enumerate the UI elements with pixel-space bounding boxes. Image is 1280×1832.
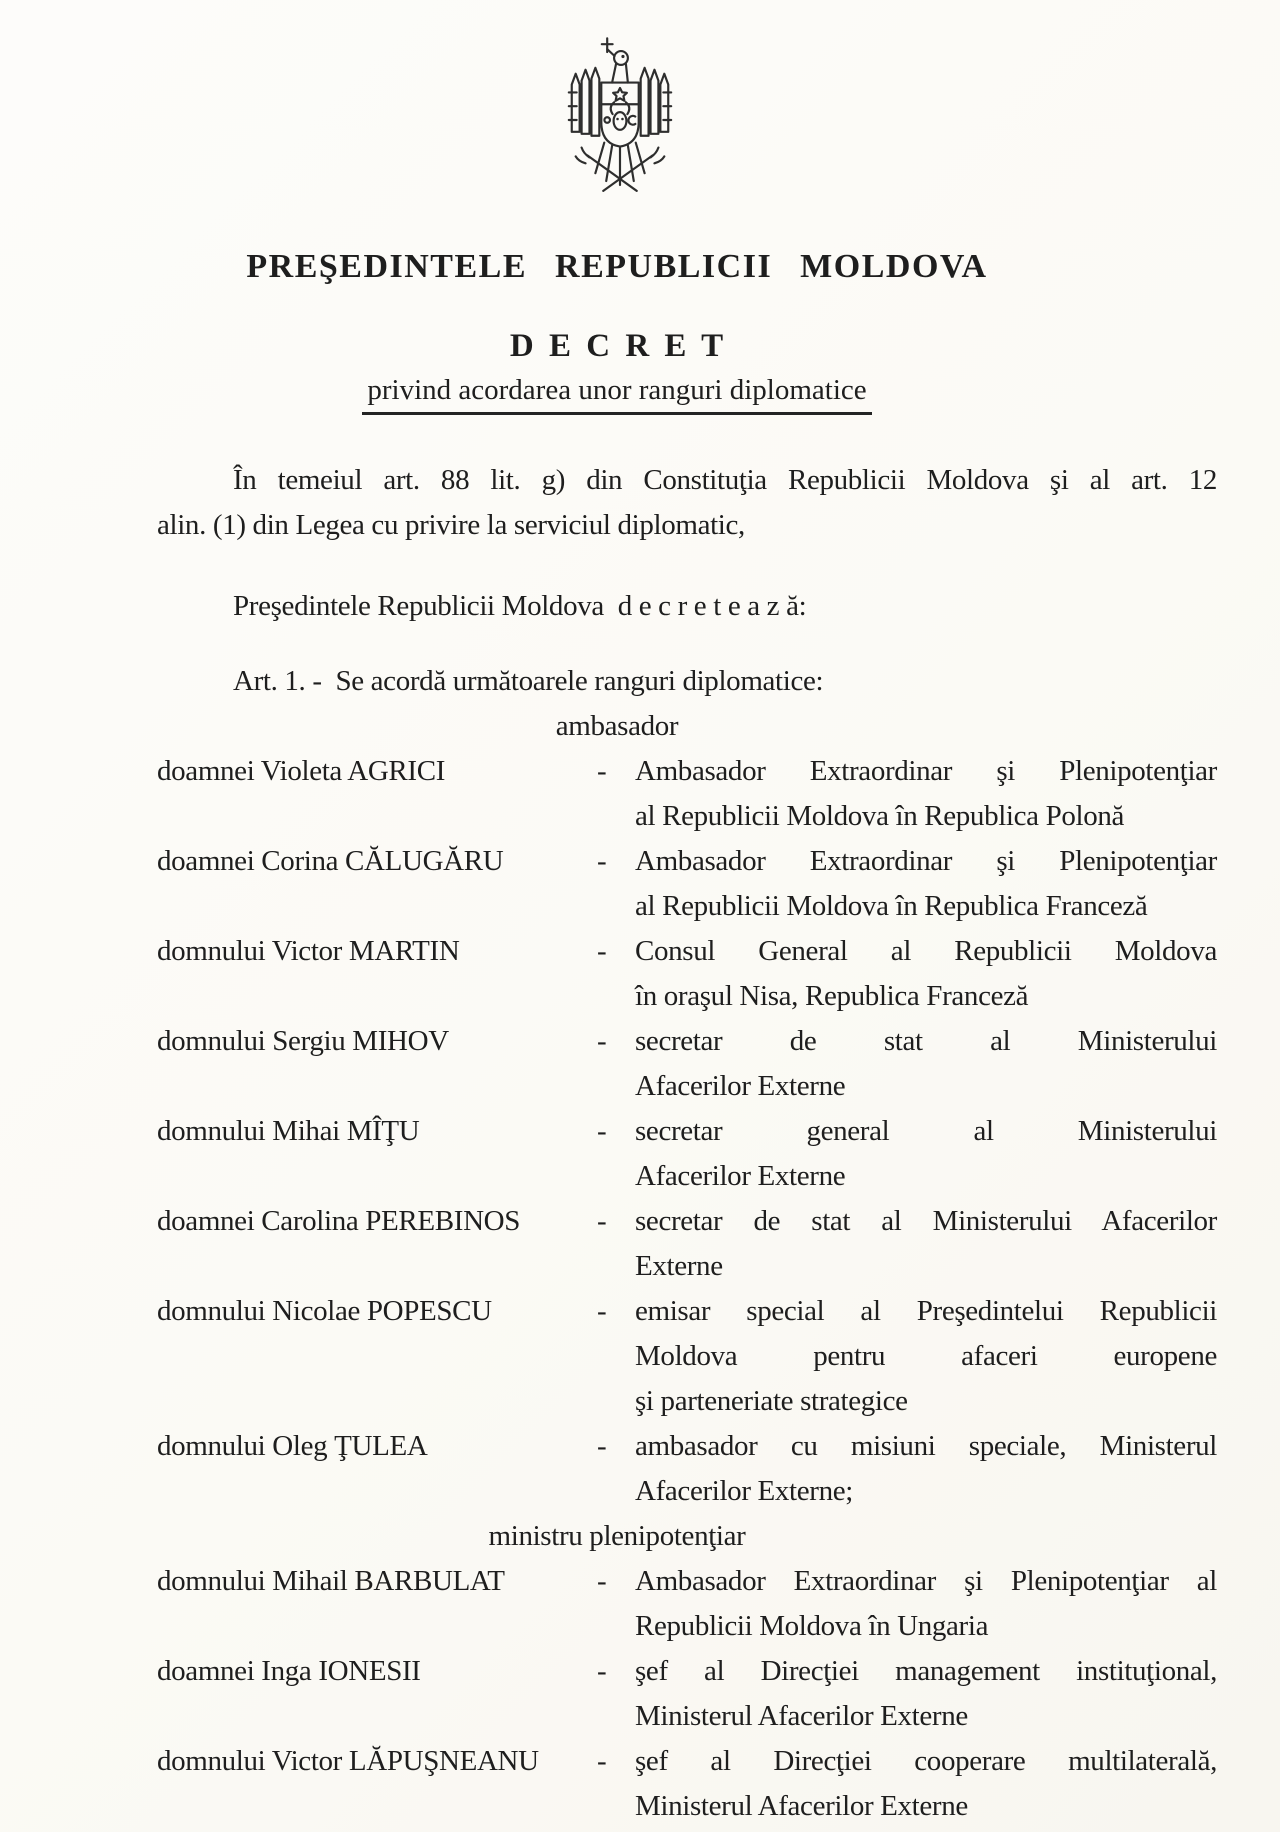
separator-dash: - (597, 1115, 607, 1147)
separator-dash: - (597, 755, 607, 787)
text-line: secretar de stat al Ministerului (635, 1025, 1217, 1057)
text-line: Afacerilor Externe; (635, 1475, 853, 1507)
position-description (635, 1559, 1217, 1649)
article-1-lead: Art. 1. - Se acordă următoarele ranguri diplomatice: (233, 665, 824, 697)
separator-dash: - (597, 1745, 607, 1777)
text-line: Externe (635, 1250, 723, 1282)
rank-heading: ministru plenipotenţiar (488, 1520, 746, 1552)
decree-body (157, 458, 1217, 1829)
separator-dash: - (597, 1430, 607, 1462)
recipient-name: domnului Oleg ŢULEA (157, 1430, 428, 1462)
text-line: ambasador cu misiuni speciale, Ministerul (635, 1430, 1217, 1462)
position-description (635, 929, 1217, 1019)
issuing-authority-title: PREŞEDINTELE REPUBLICII MOLDOVA (246, 248, 988, 285)
rank-entry (157, 929, 1217, 1019)
recipient-name: domnului Sergiu MIHOV (157, 1025, 449, 1057)
text-line: al Republicii Moldova în Republica Polonă (635, 800, 1125, 832)
separator-dash: - (597, 1205, 607, 1237)
text-line: Afacerilor Externe (635, 1070, 846, 1102)
recipient-name: domnului Victor LĂPUŞNEANU (157, 1745, 539, 1777)
rank-entries (157, 749, 1217, 1514)
recipient-name: domnului Mihail BARBULAT (157, 1565, 505, 1597)
recipient-name: domnului Victor MARTIN (157, 935, 460, 967)
enacting-formula: Preşedintele Republicii Moldova d e c r e t e a z ă: (233, 590, 807, 622)
text-line: în oraşul Nisa, Republica Franceză (635, 980, 1029, 1012)
position-description (635, 1199, 1217, 1289)
rank-entry (157, 1649, 1217, 1739)
position-description (635, 1649, 1217, 1739)
separator-dash: - (597, 1655, 607, 1687)
rank-entry (157, 1739, 1217, 1829)
text-line: Republicii Moldova în Ungaria (635, 1610, 989, 1642)
rank-entry (157, 839, 1217, 929)
document-type-title: D E C R E T (509, 328, 725, 364)
rank-entry (157, 1019, 1217, 1109)
rank-entry (157, 1424, 1217, 1514)
text-line: şef al Direcţiei cooperare multilaterală, (635, 1745, 1217, 1777)
text-line: În temeiul art. 88 lit. g) din Constituţia Republicii Moldova şi al art. 12 (233, 464, 1217, 496)
decree-subject: privind acordarea unor ranguri diplomatice (362, 374, 871, 415)
rank-entry (157, 1199, 1217, 1289)
recipient-name: doamnei Inga IONESII (157, 1655, 421, 1687)
text-line: Moldova pentru afaceri europene (635, 1340, 1217, 1372)
rank-entry (157, 749, 1217, 839)
text-line: al Republicii Moldova în Republica Franceză (635, 890, 1148, 922)
text-line: Ministerul Afacerilor Externe (635, 1790, 968, 1822)
recipient-name: doamnei Violeta AGRICI (157, 755, 446, 787)
rank-section (157, 1514, 1217, 1829)
text-line: emisar special al Preşedintelui Republicii (635, 1295, 1217, 1327)
text-line: Ambasador Extraordinar şi Plenipotenţiar al (635, 1565, 1217, 1597)
text-line: secretar de stat al Ministerului Afacerilor (635, 1205, 1217, 1237)
text-line: secretar general al Ministerului (635, 1115, 1217, 1147)
separator-dash: - (597, 845, 607, 877)
position-description (635, 1019, 1217, 1109)
position-description (635, 1109, 1217, 1199)
recipient-name: doamnei Carolina PEREBINOS (157, 1205, 521, 1237)
rank-entry (157, 1109, 1217, 1199)
recipient-name: domnului Mihai MÎŢU (157, 1115, 420, 1147)
rank-entry (157, 1289, 1217, 1424)
rank-entries (157, 1559, 1217, 1829)
decree-subject-line (0, 374, 1234, 407)
recipient-name: doamnei Corina CĂLUGĂRU (157, 845, 504, 877)
rank-heading: ambasador (555, 710, 679, 742)
text-line: Afacerilor Externe (635, 1160, 846, 1192)
rank-section (157, 704, 1217, 1514)
legal-basis-paragraph (157, 458, 1217, 548)
rank-entry (157, 1559, 1217, 1649)
position-description (635, 1424, 1217, 1514)
separator-dash: - (597, 1565, 607, 1597)
moldova-coat-of-arms-icon (556, 34, 684, 206)
position-description (635, 749, 1217, 839)
text-line: alin. (1) din Legea cu privire la serviciul diplomatic, (157, 509, 745, 541)
position-description (635, 839, 1217, 929)
position-description (635, 1289, 1217, 1424)
text-line: Ministerul Afacerilor Externe (635, 1700, 968, 1732)
separator-dash: - (597, 1295, 607, 1327)
text-line: şi parteneriate strategice (635, 1385, 908, 1417)
separator-dash: - (597, 935, 607, 967)
text-line: Ambasador Extraordinar şi Plenipotenţiar (635, 755, 1217, 787)
rank-sections (157, 704, 1217, 1829)
position-description (635, 1739, 1217, 1829)
text-line: şef al Direcţiei management instituţional, (635, 1655, 1217, 1687)
text-line: Consul General al Republicii Moldova (635, 935, 1217, 967)
text-line: Ambasador Extraordinar şi Plenipotenţiar (635, 845, 1217, 877)
separator-dash: - (597, 1025, 607, 1057)
recipient-name: domnului Nicolae POPESCU (157, 1295, 492, 1327)
